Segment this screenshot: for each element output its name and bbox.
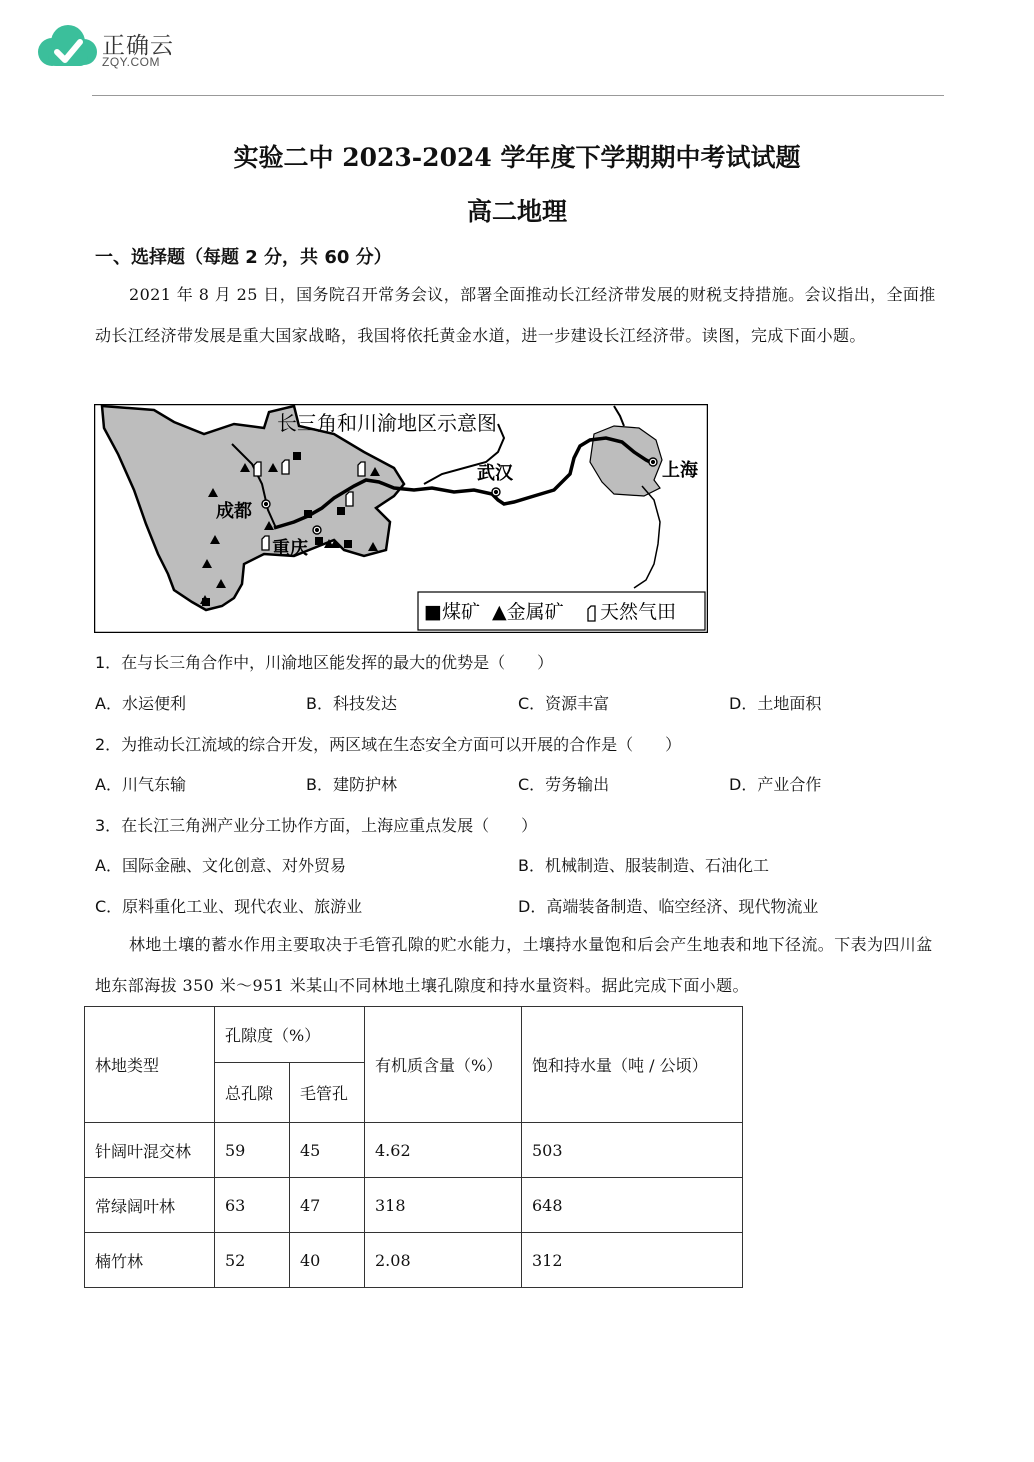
q3-option-c[interactable]: C．原料重化工业、现代农业、旅游业 xyxy=(95,897,363,916)
table-cell: 59 xyxy=(215,1123,290,1178)
q2-option-c[interactable]: C．劳务输出 xyxy=(518,775,610,794)
table-cell: 40 xyxy=(290,1233,365,1288)
table-cell: 52 xyxy=(215,1233,290,1288)
q1-option-d[interactable]: D．土地面积 xyxy=(729,694,822,713)
table-cell: 常绿阔叶林 xyxy=(85,1178,215,1233)
table-cell: 648 xyxy=(522,1178,743,1233)
q3-option-d[interactable]: D．高端装备制造、临空经济、现代物流业 xyxy=(518,897,819,916)
q2-option-a[interactable]: A．川气东输 xyxy=(95,775,186,794)
table-cell: 针阔叶混交林 xyxy=(85,1123,215,1178)
table-cell: 312 xyxy=(522,1233,743,1288)
table-cell: 4.62 xyxy=(365,1123,522,1178)
section-heading: 一、选择题（每题 2 分，共 60 分） xyxy=(95,247,392,268)
legend-metal: ▲金属矿 xyxy=(492,601,564,623)
q3-option-a[interactable]: A．国际金融、文化创意、对外贸易 xyxy=(95,856,346,875)
q2-option-d[interactable]: D．产业合作 xyxy=(729,775,822,794)
logo-subtext: ZQY.COM xyxy=(102,55,160,69)
q3-option-b[interactable]: B．机械制造、服装制造、石油化工 xyxy=(518,856,769,875)
question-intro-1: 2021 年 8 月 25 日，国务院召开常务会议，部署全面推动长江经济带发展的财税支持措施。会议指出，全面推动长江经济带发展是重大国家战略，我国将依托黄金水道，进一步建设长江经济带。读图，完成下面小题。 xyxy=(95,285,936,345)
table-cell: 47 xyxy=(290,1178,365,1233)
question-intro-2: 林地土壤的蓄水作用主要取决于毛管孔隙的贮水能力，土壤持水量饱和后会产生地表和地下径流。下表为四川盆地东部海拔 350 米～951 米某山不同林地土壤孔隙度和持水量资料。据此完成下面小题。 xyxy=(95,935,933,995)
header-capillary: 毛管孔 xyxy=(290,1063,365,1123)
header-divider xyxy=(92,95,944,96)
table-row xyxy=(85,1178,743,1233)
header-water-capacity: 饱和持水量（吨 / 公顷） xyxy=(522,1007,743,1123)
exam-subtitle: 高二地理 xyxy=(466,197,567,226)
header-porosity: 孔隙度（%） xyxy=(215,1007,365,1063)
city-label-shanghai: 上海 xyxy=(662,460,698,481)
legend-gas: 天然气田 xyxy=(600,601,677,623)
q1-option-a[interactable]: A．水运便利 xyxy=(95,694,186,713)
header-total-porosity: 总孔隙 xyxy=(215,1063,290,1123)
table-row xyxy=(85,1123,743,1178)
question-1: 1．在与长三角合作中，川渝地区能发挥的最大的优势是（ ） xyxy=(95,653,554,672)
table-cell: 63 xyxy=(215,1178,290,1233)
soil-porosity-table xyxy=(84,1006,743,1288)
table-cell: 318 xyxy=(365,1178,522,1233)
q1-option-c[interactable]: C．资源丰富 xyxy=(518,694,610,713)
header-forest-type: 林地类型 xyxy=(85,1007,215,1123)
cloud-check-icon xyxy=(38,25,97,66)
city-label-chengdu: 成都 xyxy=(216,501,252,522)
gas-field-icon xyxy=(588,606,595,621)
q1-option-b[interactable]: B．科技发达 xyxy=(306,694,397,713)
table-cell: 503 xyxy=(522,1123,743,1178)
header-organic: 有机质含量（%） xyxy=(365,1007,522,1123)
map-legend xyxy=(424,601,676,623)
city-label-chongqing: 重庆 xyxy=(272,538,308,559)
map-title: 长三角和川渝地区示意图 xyxy=(277,411,497,435)
logo-text: 正确云 xyxy=(102,33,174,59)
legend-coal: ■煤矿 xyxy=(424,601,480,623)
table-row xyxy=(85,1233,743,1288)
table-cell: 45 xyxy=(290,1123,365,1178)
table-cell: 2.08 xyxy=(365,1233,522,1288)
table-cell: 楠竹林 xyxy=(85,1233,215,1288)
question-2: 2．为推动长江流域的综合开发，两区域在生态安全方面可以开展的合作是（ ） xyxy=(95,735,682,754)
q2-option-b[interactable]: B．建防护林 xyxy=(306,775,397,794)
region-map xyxy=(94,404,708,633)
question-3: 3．在长江三角洲产业分工协作方面，上海应重点发展（ ） xyxy=(95,816,538,835)
exam-title: 实验二中 2023-2024 学年度下学期期中考试试题 xyxy=(233,143,801,172)
city-label-wuhan: 武汉 xyxy=(477,463,513,484)
